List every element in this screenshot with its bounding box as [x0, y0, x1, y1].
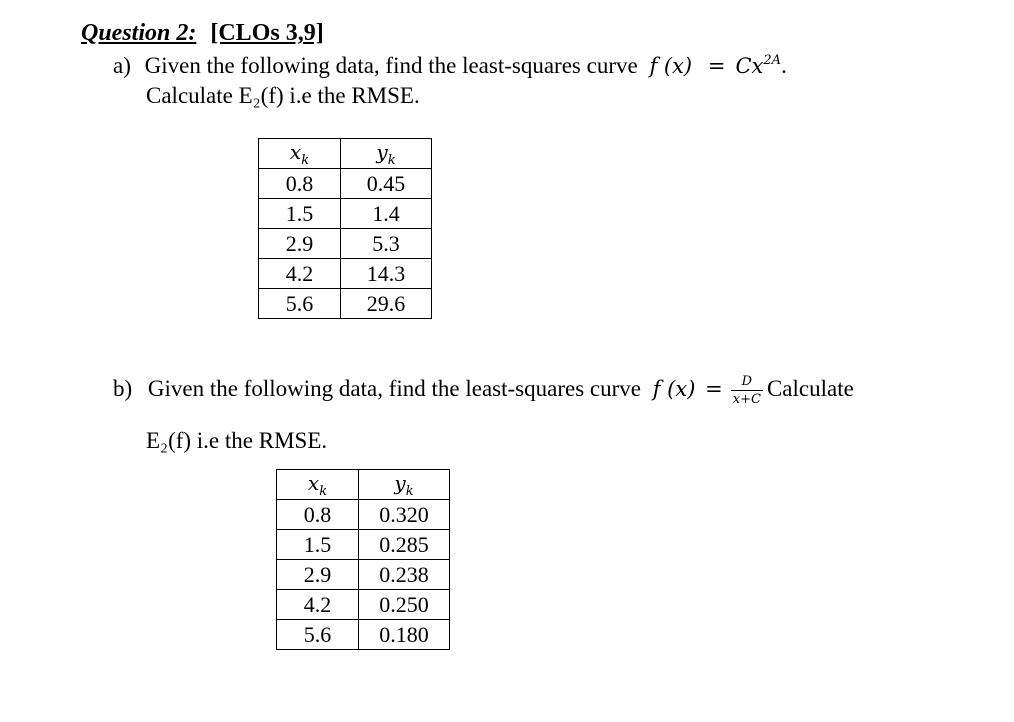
table-cell: 1.5	[259, 199, 341, 229]
table-a-header-y: $y_k$	[341, 139, 432, 169]
table-cell: 5.6	[277, 620, 359, 650]
part-a-line2: Calculate E₂(f) i.e the RMSE.	[146, 83, 420, 108]
table-row	[277, 530, 450, 560]
table-cell: 5.3	[341, 229, 432, 259]
table-cell: 4.2	[259, 259, 341, 289]
part-b-formula-eq: =	[705, 376, 723, 401]
table-row	[277, 500, 450, 530]
part-b-frac-num: D	[731, 373, 763, 391]
part-a-formula-lhs: f (x)	[649, 54, 693, 78]
table-cell: 14.3	[341, 259, 432, 289]
part-b-text: Given the following data, find the least-squares curve	[147, 375, 641, 401]
table-row	[259, 289, 432, 319]
table-a	[258, 138, 432, 319]
table-cell: 29.6	[341, 289, 432, 319]
table-cell: 2.9	[259, 229, 341, 259]
part-b-line1	[113, 373, 854, 408]
part-b-fraction	[731, 373, 763, 408]
question-heading	[81, 18, 324, 48]
part-a-line1	[113, 51, 787, 81]
part-a-formula-exp: 2A	[763, 53, 782, 68]
table-cell: 1.5	[277, 530, 359, 560]
table-row	[259, 259, 432, 289]
part-b-line2: E₂(f) i.e the RMSE.	[146, 428, 328, 453]
table-cell: 4.2	[277, 590, 359, 620]
table-cell: 5.6	[259, 289, 341, 319]
table-cell: 0.8	[259, 169, 341, 199]
table-a-header-row	[259, 139, 432, 169]
table-row	[277, 620, 450, 650]
table-row	[277, 560, 450, 590]
table-row	[277, 590, 450, 620]
table-row	[259, 199, 432, 229]
part-a-label: a)	[113, 53, 131, 78]
table-cell: 0.8	[277, 500, 359, 530]
table-cell: 0.320	[359, 500, 450, 530]
part-a-formula-base: Cx	[735, 54, 764, 78]
part-b-label: b)	[113, 375, 133, 401]
part-b-frac-den: x+C	[732, 392, 761, 407]
table-b-header-y: $y_k$	[359, 470, 450, 500]
table-cell: 0.45	[341, 169, 432, 199]
table-b-header-x: $x_k$	[277, 470, 359, 500]
part-a-text: Given the following data, find the least-squares curve	[144, 53, 638, 78]
table-cell: 0.180	[359, 620, 450, 650]
table-row	[259, 169, 432, 199]
part-a-formula-eq: =	[707, 54, 726, 78]
table-cell: 1.4	[341, 199, 432, 229]
table-cell: 0.285	[359, 530, 450, 560]
table-a-header-x: $x_k$	[259, 139, 341, 169]
table-cell: 0.238	[359, 560, 450, 590]
table-cell: 0.250	[359, 590, 450, 620]
table-cell: 2.9	[277, 560, 359, 590]
part-b-formula-lhs: f (x)	[652, 376, 696, 401]
table-row	[259, 229, 432, 259]
part-a-formula-end: .	[781, 53, 787, 78]
question-clos: [CLOs 3,9]	[210, 20, 324, 46]
table-b	[276, 469, 450, 650]
part-b-text-end: Calculate	[766, 375, 854, 401]
question-title: Question 2:	[81, 20, 197, 46]
table-b-header-row	[277, 470, 450, 500]
